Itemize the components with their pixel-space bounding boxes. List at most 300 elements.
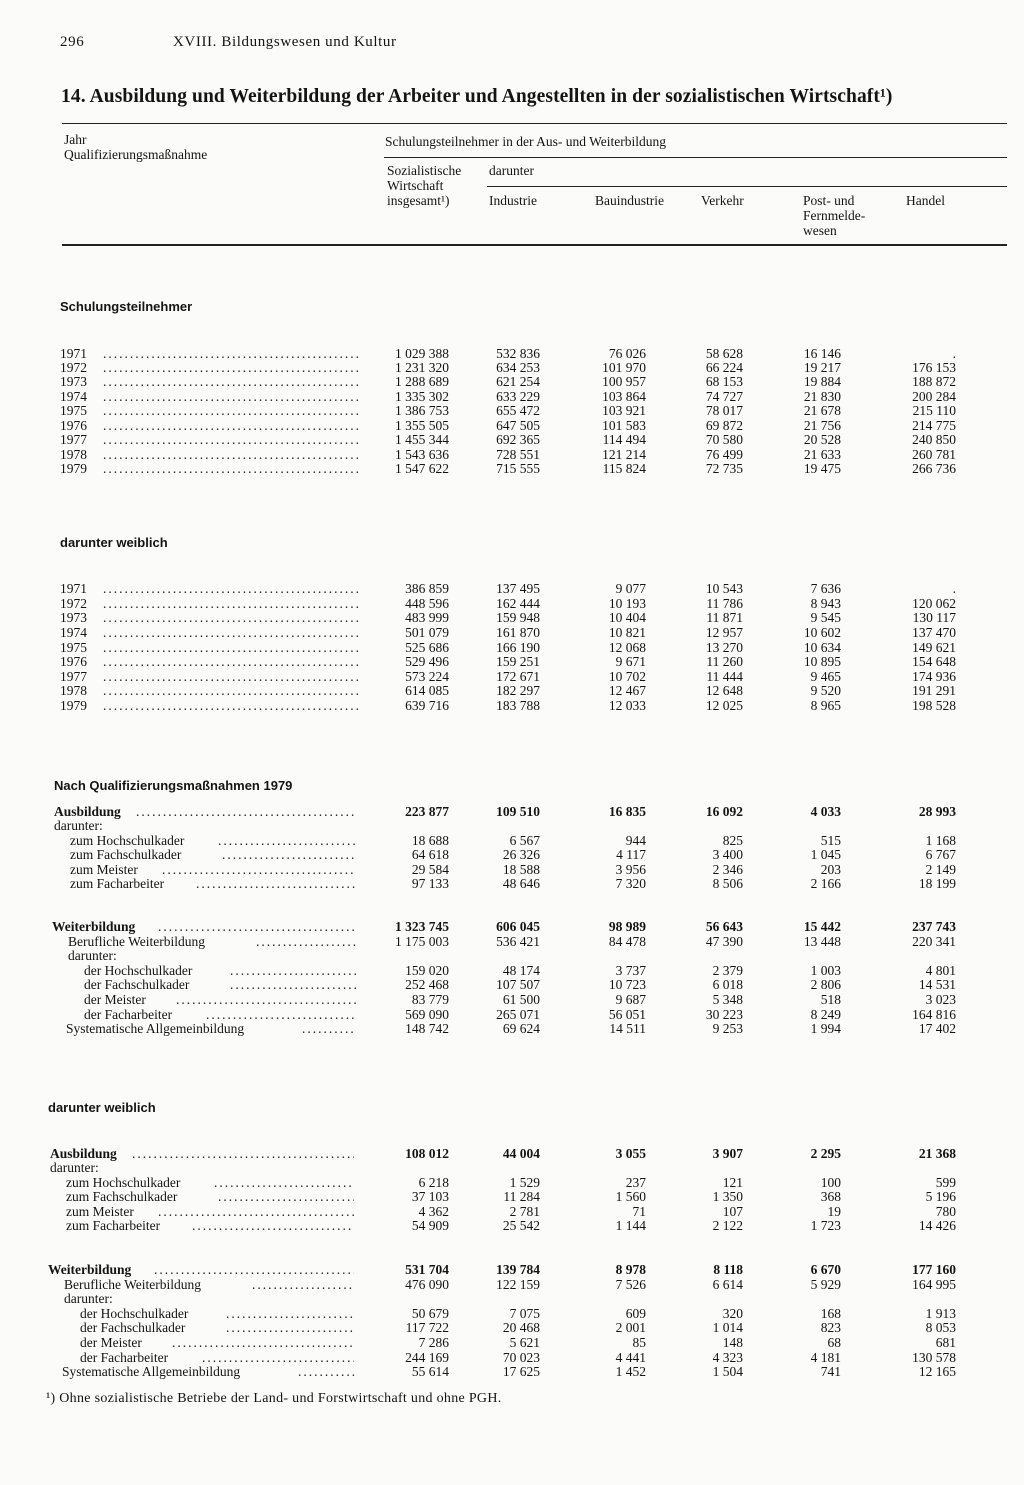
- leader-dots: [132, 1147, 354, 1161]
- cell-industrie: 17 625: [502, 1364, 540, 1379]
- table-row: [0, 920, 1024, 934]
- leader-dots: [103, 375, 361, 389]
- cell-bauindustrie: 100 957: [602, 374, 646, 389]
- row-label: Systematische Allgemeinbildung: [66, 1021, 245, 1036]
- cell-industrie: 606 045: [496, 919, 540, 934]
- cell-verkehr: 2 346: [712, 862, 743, 877]
- cell-post: 2 295: [810, 1146, 841, 1161]
- cell-industrie: 166 190: [496, 640, 540, 655]
- table-row: [0, 404, 1024, 418]
- cell-bauindustrie: 10 404: [608, 610, 646, 625]
- cell-verkehr: 6 018: [712, 977, 743, 992]
- cell-post: 8 249: [810, 1007, 841, 1022]
- row-label: darunter:: [50, 1160, 99, 1175]
- cell-verkehr: 12 957: [705, 625, 743, 640]
- row-label: 1971: [60, 346, 87, 361]
- cell-post: 1 003: [810, 963, 841, 978]
- cell-verkehr: 68 153: [705, 374, 743, 389]
- cell-bauindustrie: 1 560: [615, 1189, 646, 1204]
- row-label: 1978: [60, 447, 87, 462]
- leader-dots: [103, 404, 361, 418]
- cell-verkehr: 1 350: [712, 1189, 743, 1204]
- row-label: 1972: [60, 360, 87, 375]
- cell-handel: 2 149: [925, 862, 956, 877]
- table-row: [0, 347, 1024, 361]
- row-label: zum Fachschulkader: [66, 1189, 178, 1204]
- header-bottom-rule: [62, 244, 1007, 246]
- cell-post: 8 943: [810, 596, 841, 611]
- table-row: [0, 1022, 1024, 1036]
- cell-handel: 240 850: [912, 432, 956, 447]
- leader-dots: [226, 1321, 354, 1335]
- cell-industrie: 728 551: [496, 447, 540, 462]
- table-row: [0, 1147, 1024, 1161]
- cell-total: 483 999: [405, 610, 449, 625]
- cell-total: 1 029 388: [395, 346, 449, 361]
- row-label: darunter:: [64, 1291, 113, 1306]
- cell-industrie: 69 624: [502, 1021, 540, 1036]
- cell-post: 100: [820, 1175, 841, 1190]
- section-title-massnahmen: Nach Qualifizierungsmaßnahmen 1979: [54, 778, 293, 793]
- leader-dots: [298, 1365, 354, 1379]
- table-row: [0, 582, 1024, 596]
- cell-industrie: 159 251: [496, 654, 540, 669]
- cell-verkehr: 69 872: [705, 418, 743, 433]
- cell-industrie: 26 326: [502, 847, 540, 862]
- cell-verkehr: 148: [722, 1335, 743, 1350]
- cell-bauindustrie: 237: [625, 1175, 646, 1190]
- cell-total: 223 877: [405, 804, 449, 819]
- row-label: der Fachschulkader: [84, 977, 190, 992]
- cell-post: 6 670: [810, 1262, 841, 1277]
- row-label: der Hochschulkader: [80, 1306, 189, 1321]
- cell-total: 448 596: [405, 596, 449, 611]
- table-row: [0, 834, 1024, 848]
- cell-bauindustrie: 9 687: [615, 992, 646, 1007]
- row-label: Berufliche Weiterbildung: [64, 1277, 201, 1292]
- cell-verkehr: 11 444: [706, 669, 743, 684]
- cell-total: 525 686: [405, 640, 449, 655]
- leader-dots: [103, 597, 361, 611]
- row-label: 1972: [60, 596, 87, 611]
- cell-industrie: 633 229: [496, 389, 540, 404]
- cell-handel: 215 110: [912, 403, 956, 418]
- cell-post: 9 520: [810, 683, 841, 698]
- cell-post: 19 475: [803, 461, 841, 476]
- row-label: 1974: [60, 389, 87, 404]
- leader-dots: [103, 655, 361, 669]
- cell-industrie: 107 507: [496, 977, 540, 992]
- cell-handel: 260 781: [912, 447, 956, 462]
- cell-industrie: 532 836: [496, 346, 540, 361]
- row-label: zum Facharbeiter: [66, 1218, 161, 1233]
- leader-dots: [103, 626, 361, 640]
- cell-industrie: 7 075: [509, 1306, 540, 1321]
- cell-post: 368: [820, 1189, 841, 1204]
- cell-total: 97 133: [411, 876, 449, 891]
- cell-total: 54 909: [411, 1218, 449, 1233]
- row-label: Ausbildung: [50, 1146, 117, 1161]
- cell-total: 386 859: [405, 581, 449, 596]
- cell-total: 37 103: [411, 1189, 449, 1204]
- cell-total: 55 614: [411, 1364, 449, 1379]
- cell-handel: 6 767: [925, 847, 956, 862]
- cell-verkehr: 66 224: [705, 360, 743, 375]
- cell-post: 21 678: [803, 403, 841, 418]
- cell-verkehr: 11 786: [706, 596, 743, 611]
- cell-verkehr: 30 223: [705, 1007, 743, 1022]
- row-label: Systematische Allgemeinbildung: [62, 1364, 241, 1379]
- footnote: ¹) Ohne sozialistische Betriebe der Land- und Forstwirtschaft und ohne PGH.: [46, 1391, 502, 1406]
- cell-handel: 237 743: [912, 919, 956, 934]
- cell-post: 20 528: [803, 432, 841, 447]
- cell-bauindustrie: 8 978: [615, 1262, 646, 1277]
- leader-dots: [154, 1263, 354, 1277]
- row-label: zum Meister: [70, 862, 138, 877]
- cell-industrie: 647 505: [496, 418, 540, 433]
- cell-industrie: 2 781: [509, 1204, 540, 1219]
- cell-post: 1 723: [810, 1218, 841, 1233]
- table-row: [0, 641, 1024, 655]
- cell-industrie: 634 253: [496, 360, 540, 375]
- cell-total: 1 175 003: [395, 934, 449, 949]
- leader-dots: [103, 611, 361, 625]
- cell-handel: 191 291: [912, 683, 956, 698]
- cell-handel: .: [952, 581, 956, 596]
- cell-bauindustrie: 114 494: [602, 432, 646, 447]
- cell-bauindustrie: 76 026: [608, 346, 646, 361]
- stub-header-massnahme: Qualifizierungsmaßnahme: [64, 147, 208, 162]
- cell-industrie: 48 646: [502, 876, 540, 891]
- cell-verkehr: 8 118: [713, 1262, 743, 1277]
- cell-handel: 599: [935, 1175, 956, 1190]
- cell-post: 5 929: [810, 1277, 841, 1292]
- leader-dots: [222, 848, 356, 862]
- cell-industrie: 61 500: [502, 992, 540, 1007]
- leader-dots: [230, 964, 356, 978]
- row-label: der Hochschulkader: [84, 963, 193, 978]
- section-title-weiblich: darunter weiblich: [60, 535, 168, 550]
- table-row: [0, 863, 1024, 877]
- cell-total: 244 169: [405, 1350, 449, 1365]
- cell-handel: 5 196: [925, 1189, 956, 1204]
- table-row: [0, 1365, 1024, 1379]
- cell-verkehr: 13 270: [705, 640, 743, 655]
- cell-handel: 28 993: [918, 804, 956, 819]
- cell-handel: 164 816: [912, 1007, 956, 1022]
- table-row: [0, 1278, 1024, 1292]
- cell-total: 529 496: [405, 654, 449, 669]
- cell-post: 19: [827, 1204, 841, 1219]
- cell-industrie: 20 468: [502, 1320, 540, 1335]
- cell-handel: 200 284: [912, 389, 956, 404]
- cell-bauindustrie: 12 068: [608, 640, 646, 655]
- cell-handel: 266 736: [912, 461, 956, 476]
- row-label: 1973: [60, 610, 87, 625]
- cell-verkehr: 2 379: [712, 963, 743, 978]
- cell-industrie: 109 510: [496, 804, 540, 819]
- row-label: zum Facharbeiter: [70, 876, 165, 891]
- cell-post: 2 806: [810, 977, 841, 992]
- row-label: 1975: [60, 640, 87, 655]
- row-label: darunter:: [54, 818, 103, 833]
- cell-industrie: 692 365: [496, 432, 540, 447]
- cell-bauindustrie: 609: [625, 1306, 646, 1321]
- cell-post: 10 895: [803, 654, 841, 669]
- cell-industrie: 183 788: [496, 698, 540, 713]
- row-label: 1971: [60, 581, 87, 596]
- cell-verkehr: 10 543: [705, 581, 743, 596]
- table-row: [0, 448, 1024, 462]
- cell-total: 64 618: [411, 847, 449, 862]
- cell-bauindustrie: 1 144: [615, 1218, 646, 1233]
- table-row: [0, 1336, 1024, 1350]
- cell-handel: 18 199: [918, 876, 956, 891]
- post-header-line3: wesen: [803, 223, 837, 238]
- cell-total: 573 224: [405, 669, 449, 684]
- cell-total: 159 020: [405, 963, 449, 978]
- leader-dots: [226, 1307, 354, 1321]
- table-title: 14. Ausbildung und Weiterbildung der Arbeiter und Angestellten in der sozialistischen Wirtschaft¹): [61, 86, 893, 107]
- cell-post: 515: [820, 833, 841, 848]
- cell-post: 741: [820, 1364, 841, 1379]
- cell-bauindustrie: 3 956: [615, 862, 646, 877]
- cell-verkehr: 11 260: [706, 654, 743, 669]
- cell-handel: 137 470: [912, 625, 956, 640]
- leader-dots: [230, 978, 356, 992]
- cell-total: 50 679: [411, 1306, 449, 1321]
- cell-industrie: 621 254: [496, 374, 540, 389]
- cell-post: 9 545: [810, 610, 841, 625]
- cell-handel: 12 165: [918, 1364, 956, 1379]
- table-row: [0, 655, 1024, 669]
- cell-verkehr: 6 614: [712, 1277, 743, 1292]
- leader-dots: [214, 1176, 354, 1190]
- cell-verkehr: 9 253: [712, 1021, 743, 1036]
- cell-handel: 198 528: [912, 698, 956, 713]
- cell-industrie: 715 555: [496, 461, 540, 476]
- cell-verkehr: 8 506: [712, 876, 743, 891]
- leader-dots: [103, 462, 361, 476]
- cell-bauindustrie: 12 467: [608, 683, 646, 698]
- leader-dots: [158, 920, 356, 934]
- cell-total: 18 688: [411, 833, 449, 848]
- row-label: Berufliche Weiterbildung: [68, 934, 205, 949]
- cell-bauindustrie: 101 583: [602, 418, 646, 433]
- row-label: Ausbildung: [54, 804, 121, 819]
- leader-dots: [218, 1190, 354, 1204]
- bauindustrie-header: Bauindustrie: [595, 193, 664, 208]
- leader-dots: [103, 361, 361, 375]
- cell-industrie: 655 472: [496, 403, 540, 418]
- cell-post: 19 884: [803, 374, 841, 389]
- leader-dots: [176, 993, 356, 1007]
- row-label: der Fachschulkader: [80, 1320, 186, 1335]
- cell-verkehr: 5 348: [712, 992, 743, 1007]
- table-row: [0, 935, 1024, 949]
- cell-bauindustrie: 71: [632, 1204, 646, 1219]
- table-row: [0, 1263, 1024, 1277]
- cell-handel: 164 995: [912, 1277, 956, 1292]
- row-label: zum Hochschulkader: [70, 833, 185, 848]
- cell-industrie: 1 529: [509, 1175, 540, 1190]
- cell-post: 203: [820, 862, 841, 877]
- cell-bauindustrie: 944: [625, 833, 646, 848]
- table-row: [0, 1351, 1024, 1365]
- leader-dots: [103, 347, 361, 361]
- cell-industrie: 162 444: [496, 596, 540, 611]
- row-label: 1977: [60, 432, 87, 447]
- cell-bauindustrie: 2 001: [615, 1320, 646, 1335]
- cell-total: 1 386 753: [395, 403, 449, 418]
- cell-handel: .: [952, 346, 956, 361]
- leader-dots: [256, 935, 356, 949]
- row-label: 1976: [60, 654, 87, 669]
- row-label: 1976: [60, 418, 87, 433]
- cell-handel: 130 578: [912, 1350, 956, 1365]
- cell-post: 1 045: [810, 847, 841, 862]
- leader-dots: [202, 1351, 354, 1365]
- row-label: 1973: [60, 374, 87, 389]
- cell-total: 148 742: [405, 1021, 449, 1036]
- row-label: 1978: [60, 683, 87, 698]
- row-label: 1975: [60, 403, 87, 418]
- table-row: [0, 419, 1024, 433]
- cell-bauindustrie: 14 511: [609, 1021, 646, 1036]
- cell-total: 1 355 505: [395, 418, 449, 433]
- leader-dots: [252, 1278, 354, 1292]
- row-label: 1979: [60, 461, 87, 476]
- cell-handel: 176 153: [912, 360, 956, 375]
- table-row: [0, 964, 1024, 978]
- leader-dots: [103, 641, 361, 655]
- cell-industrie: 161 870: [496, 625, 540, 640]
- cell-handel: 1 913: [925, 1306, 956, 1321]
- table-row: [0, 819, 1024, 833]
- cell-total: 83 779: [411, 992, 449, 1007]
- cell-handel: 177 160: [912, 1262, 956, 1277]
- cell-total: 1 288 689: [395, 374, 449, 389]
- cell-total: 117 722: [405, 1320, 449, 1335]
- table-row: [0, 949, 1024, 963]
- cell-total: 4 362: [418, 1204, 449, 1219]
- table-row: [0, 699, 1024, 713]
- row-label: Weiterbildung: [48, 1262, 132, 1277]
- header-top-rule: [62, 123, 1007, 124]
- cell-total: 1 547 622: [395, 461, 449, 476]
- cell-industrie: 18 588: [502, 862, 540, 877]
- cell-handel: 3 023: [925, 992, 956, 1007]
- cell-verkehr: 16 092: [705, 804, 743, 819]
- cell-bauindustrie: 7 320: [615, 876, 646, 891]
- table-row: [0, 1161, 1024, 1175]
- cell-bauindustrie: 115 824: [602, 461, 646, 476]
- cell-post: 10 634: [803, 640, 841, 655]
- cell-verkehr: 3 400: [712, 847, 743, 862]
- cell-industrie: 159 948: [496, 610, 540, 625]
- cell-bauindustrie: 12 033: [608, 698, 646, 713]
- table-row: [0, 1190, 1024, 1204]
- cell-bauindustrie: 9 671: [615, 654, 646, 669]
- cell-handel: 120 062: [912, 596, 956, 611]
- table-row: [0, 1205, 1024, 1219]
- row-label: 1974: [60, 625, 87, 640]
- cell-bauindustrie: 16 835: [608, 804, 646, 819]
- cell-post: 68: [827, 1335, 841, 1350]
- cell-verkehr: 47 390: [705, 934, 743, 949]
- row-label: 1979: [60, 698, 87, 713]
- table-row: [0, 597, 1024, 611]
- table-row: [0, 848, 1024, 862]
- handel-header: Handel: [906, 193, 945, 208]
- table-row: [0, 1307, 1024, 1321]
- cell-post: 19 217: [803, 360, 841, 375]
- cell-post: 13 448: [803, 934, 841, 949]
- cell-industrie: 139 784: [496, 1262, 540, 1277]
- section-title-massnahmen-weiblich: darunter weiblich: [48, 1100, 156, 1115]
- cell-total: 252 468: [405, 977, 449, 992]
- leader-dots: [218, 834, 356, 848]
- cell-handel: 188 872: [912, 374, 956, 389]
- cell-post: 2 166: [810, 876, 841, 891]
- cell-verkehr: 107: [722, 1204, 743, 1219]
- cell-total: 108 012: [405, 1146, 449, 1161]
- table-row: [0, 433, 1024, 447]
- cell-total: 6 218: [418, 1175, 449, 1190]
- cell-post: 21 633: [803, 447, 841, 462]
- leader-dots: [103, 390, 361, 404]
- cell-bauindustrie: 101 970: [602, 360, 646, 375]
- table-row: [0, 626, 1024, 640]
- cell-verkehr: 3 907: [712, 1146, 743, 1161]
- cell-industrie: 5 621: [509, 1335, 540, 1350]
- leader-dots: [196, 877, 356, 891]
- cell-bauindustrie: 10 193: [608, 596, 646, 611]
- leader-dots: [103, 419, 361, 433]
- group-rule: [384, 157, 1007, 158]
- table-row: [0, 993, 1024, 1007]
- group-header: Schulungsteilnehmer in der Aus- und Weiterbildung: [385, 134, 666, 149]
- cell-post: 21 830: [803, 389, 841, 404]
- cell-bauindustrie: 3 737: [615, 963, 646, 978]
- cell-bauindustrie: 1 452: [615, 1364, 646, 1379]
- leader-dots: [136, 805, 356, 819]
- row-label: der Meister: [80, 1335, 142, 1350]
- cell-handel: 780: [935, 1204, 956, 1219]
- cell-bauindustrie: 103 921: [602, 403, 646, 418]
- cell-bauindustrie: 98 989: [608, 919, 646, 934]
- cell-total: 476 090: [405, 1277, 449, 1292]
- cell-bauindustrie: 84 478: [608, 934, 646, 949]
- cell-bauindustrie: 56 051: [608, 1007, 646, 1022]
- table-row: [0, 877, 1024, 891]
- cell-handel: 174 936: [912, 669, 956, 684]
- row-label: 1977: [60, 669, 87, 684]
- cell-post: 823: [820, 1320, 841, 1335]
- leader-dots: [158, 1205, 354, 1219]
- cell-bauindustrie: 10 702: [608, 669, 646, 684]
- cell-verkehr: 320: [722, 1306, 743, 1321]
- cell-total: 1 323 745: [395, 919, 449, 934]
- cell-industrie: 182 297: [496, 683, 540, 698]
- table-row: [0, 361, 1024, 375]
- cell-industrie: 137 495: [496, 581, 540, 596]
- cell-handel: 130 117: [912, 610, 956, 625]
- cell-bauindustrie: 4 117: [616, 847, 646, 862]
- leader-dots: [192, 1219, 354, 1233]
- leader-dots: [103, 433, 361, 447]
- cell-handel: 214 775: [912, 418, 956, 433]
